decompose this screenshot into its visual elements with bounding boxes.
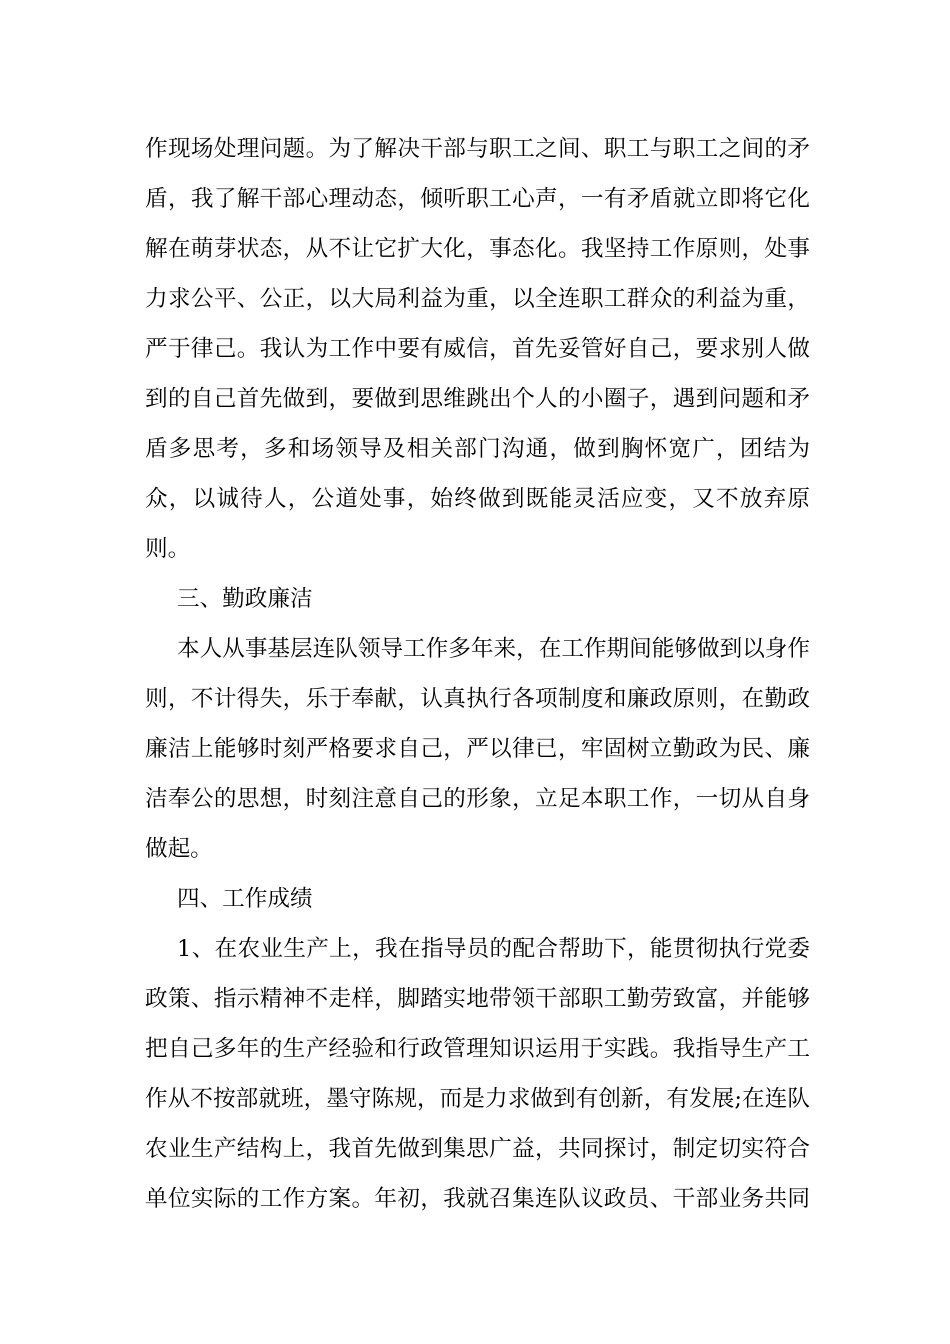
paragraph-line: 盾，我了解干部心理动态，倾听职工心声，一有矛盾就立即将它化 xyxy=(145,186,810,212)
paragraph-line: 农业生产结构上，我首先做到集思广益，共同探讨，制定切实符合 xyxy=(145,1136,810,1162)
paragraph-line: 作现场处理问题。为了解决干部与职工之间、职工与职工之间的矛 xyxy=(145,136,810,162)
paragraph-line: 作从不按部就班，墨守陈规，而是力求做到有创新，有发展;在连队 xyxy=(145,1086,810,1112)
section-heading: 三、勤政廉洁 xyxy=(177,586,313,612)
paragraph-line: 则，不计得失，乐于奉献，认真执行各项制度和廉政原则，在勤政 xyxy=(145,686,810,712)
paragraph-line: 1、在农业生产上，我在指导员的配合帮助下，能贯彻执行党委 xyxy=(177,936,810,962)
paragraph-line: 本人从事基层连队领导工作多年来，在工作期间能够做到以身作 xyxy=(177,636,810,662)
paragraph-line: 政策、指示精神不走样，脚踏实地带领干部职工勤劳致富，并能够 xyxy=(145,986,810,1012)
paragraph-line: 严于律己。我认为工作中要有威信，首先妥管好自己，要求别人做 xyxy=(145,336,810,362)
paragraph-line: 众，以诚待人，公道处事，始终做到既能灵活应变，又不放弃原 xyxy=(145,486,810,512)
paragraph-line: 单位实际的工作方案。年初，我就召集连队议政员、干部业务共同 xyxy=(145,1186,810,1212)
paragraph-line: 则。 xyxy=(145,536,191,562)
paragraph-line: 到的自己首先做到，要做到思维跳出个人的小圈子，遇到问题和矛 xyxy=(145,386,810,412)
section-heading: 四、工作成绩 xyxy=(177,886,313,912)
paragraph-line: 力求公平、公正，以大局利益为重，以全连职工群众的利益为重， xyxy=(145,286,810,312)
paragraph-line: 把自己多年的生产经验和行政管理知识运用于实践。我指导生产工 xyxy=(145,1036,810,1062)
paragraph-line: 解在萌芽状态，从不让它扩大化，事态化。我坚持工作原则，处事 xyxy=(145,236,810,262)
paragraph-line: 做起。 xyxy=(145,836,213,862)
paragraph-line: 廉洁上能够时刻严格要求自己，严以律已，牢固树立勤政为民、廉 xyxy=(145,736,810,762)
paragraph-line: 洁奉公的思想，时刻注意自己的形象，立足本职工作，一切从自身 xyxy=(145,786,810,812)
paragraph-line: 盾多思考，多和场领导及相关部门沟通，做到胸怀宽广，团结为 xyxy=(145,436,810,462)
